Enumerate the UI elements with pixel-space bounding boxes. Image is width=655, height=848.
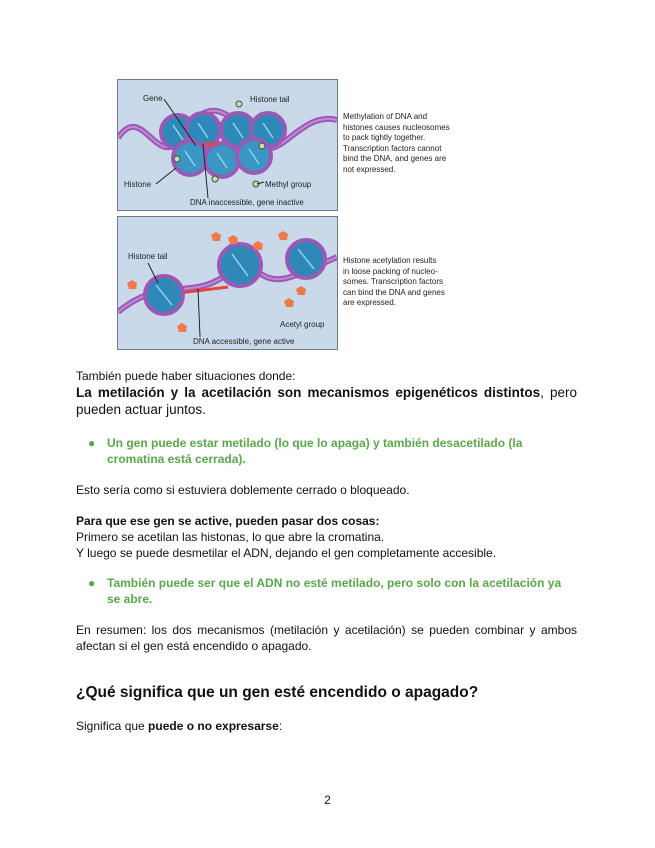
page-number: 2	[324, 793, 331, 807]
section-heading: ¿Qué significa que un gen esté encendido o apagado?	[76, 684, 479, 701]
caption-line: Histone acetylation results	[343, 256, 437, 265]
label-histone-tail: Histone tail	[250, 95, 290, 104]
epigenetic-statement	[76, 384, 577, 418]
bullet-item-acetylation	[90, 575, 577, 607]
caption-line: not expressed.	[343, 164, 396, 174]
intro-line: También puede haber situaciones donde:	[76, 369, 296, 383]
double-locked-line: Esto sería como si estuviera doblemente cerrado o bloqueado.	[76, 483, 410, 497]
summary-paragraph: En resumen: los dos mecanismos (metilación y acetilación) se pueden combinar y ambos afectan si el gen está encendido o apagado.	[76, 623, 577, 653]
label-dna-inaccessible: DNA inaccessible, gene inactive	[190, 198, 304, 207]
figure-acetylation	[117, 216, 338, 350]
bullet-text: Un gen puede estar metilado (lo que lo apaga) y también desacetilado (la cromatina está cerrada).	[107, 436, 523, 466]
label-gene: Gene	[143, 94, 163, 103]
step-demethylate: Y luego se puede desmetilar el ADN, dejando el gen completamente accesible.	[76, 546, 497, 560]
figure-methylation	[117, 79, 338, 211]
caption-line: somes. Transcription factors	[343, 277, 444, 286]
caption-line: are expressed.	[343, 298, 396, 307]
caption-line: in loose packing of nucleo-	[343, 266, 438, 276]
label-histone: Histone	[124, 180, 152, 189]
label-methyl-group: Methyl group	[265, 180, 312, 189]
meaning-bold: puede o no expresarse	[148, 719, 279, 733]
bullet-text: También puede ser que el ADN no esté metilado, pero solo con la acetilación ya se abre.	[107, 576, 562, 606]
meaning-pre: Significa que	[76, 719, 149, 733]
label-histone-tail: Histone tail	[128, 252, 168, 261]
caption-line: histones causes nucleosomes	[343, 122, 450, 132]
step-acetylate: Primero se acetilan las histonas, lo que abre la cromatina.	[76, 530, 385, 544]
epigenetic-statement-bold: La metilación y la acetilación son mecanismos epigenéticos distintos	[76, 385, 541, 400]
caption-line: Transcription factors cannot	[343, 143, 442, 153]
caption-line: to pack tightly together.	[343, 133, 426, 142]
activation-heading: Para que ese gen se active, pueden pasar dos cosas:	[76, 514, 380, 528]
caption-line: bind the DNA, and genes are	[343, 154, 447, 163]
epigenetic-statement-rest: , pero pueden actuar juntos.	[76, 385, 577, 417]
caption-line: can bind the DNA and genes	[343, 287, 445, 297]
acetylation-diagram	[118, 217, 337, 349]
bullet-dot: ●	[88, 436, 96, 450]
loose-nucleosomes	[145, 240, 325, 314]
bullet-dot: ●	[88, 576, 96, 590]
methylation-diagram	[118, 80, 337, 210]
figure-methylation-caption	[343, 112, 483, 175]
caption-line: Methylation of DNA and	[343, 112, 428, 121]
bullet-item-methylated	[90, 435, 577, 467]
label-acetyl-group: Acetyl group	[280, 320, 325, 329]
meaning-post: :	[278, 719, 283, 733]
label-dna-accessible: DNA accessible, gene active	[193, 337, 295, 346]
meaning-line	[76, 718, 577, 734]
figure-acetylation-caption	[343, 256, 483, 309]
